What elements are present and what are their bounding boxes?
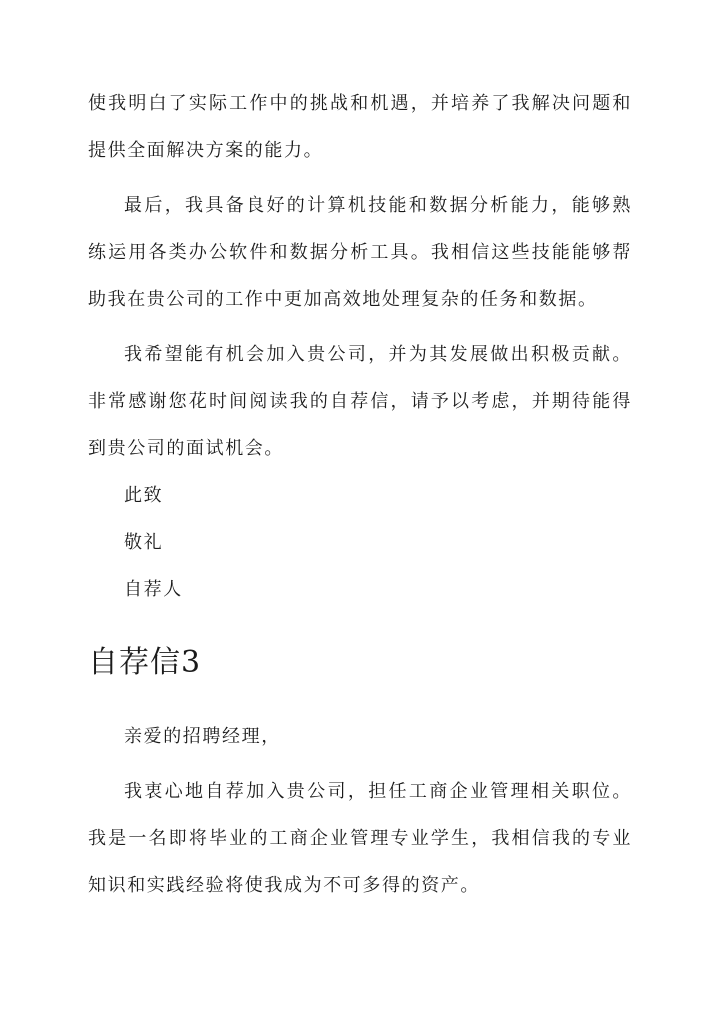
closing-signer: 自荐人 — [124, 579, 183, 600]
closing-salutation: 此致 — [124, 485, 164, 506]
paragraph-continuation: 使我明白了实际工作中的挑战和机遇，并培养了我解决问题和提供全面解决方案的能力。 — [88, 93, 632, 161]
document-page — [88, 80, 632, 909]
section-heading: 自荐信3 — [88, 645, 202, 680]
paragraph-introduction: 我衷心地自荐加入贵公司，担任工商企业管理相关职位。我是一名即将毕业的工商企业管理专业学生，我相信我的专业知识和实践经验将使我成为不可多得的资产。 — [88, 781, 632, 896]
paragraph-skills: 最后，我具备良好的计算机技能和数据分析能力，能够熟练运用各类办公软件和数据分析工具。我相信这些技能能够帮助我在贵公司的工作中更加高效地处理复杂的任务和数据。 — [88, 195, 632, 310]
closing-regards: 敬礼 — [124, 532, 164, 553]
paragraph-closing-request: 我希望能有机会加入贵公司，并为其发展做出积极贡献。非常感谢您花时间阅读我的自荐信，请予以考虑，并期待能得到贵公司的面试机会。 — [88, 344, 632, 459]
letter-greeting: 亲爱的招聘经理， — [124, 726, 281, 747]
